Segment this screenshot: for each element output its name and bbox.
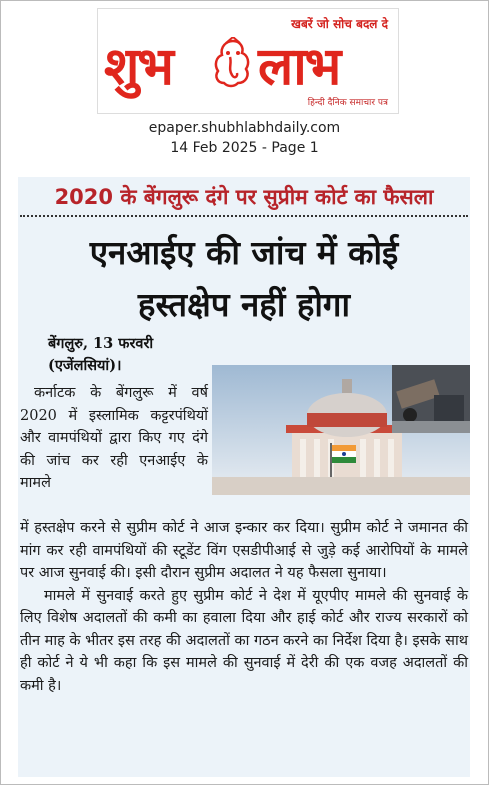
paragraph-1-continued: में हस्तक्षेप करने से सुप्रीम कोर्ट ने आज इन्कार कर दिया। सुप्रीम कोर्ट ने जमानत की मांग कर रही वामपंथियों की स्टूडेंट विंग एसडीपीआई से जुड़े कई आरोपियों के मामले पर आज सुनवाई की। इसी दौरान सुप्रीम अदालत ने यह फैसला सुनाया। [20,520,468,581]
article-kicker: 2020 के बेंगलुरू दंगे पर सुप्रीम कोर्ट का फैसला [54,185,434,209]
paragraph-body [20,517,468,697]
epaper-url: epaper.shubhlabhdaily.com [148,120,341,136]
headline-line-2: हस्तक्षेप नहीं होगा [137,285,351,324]
news-article [18,177,470,777]
paragraph-1-narrow: कर्नाटक के बेंगलुरू में वर्ष 2020 में इस्लामिक कट्टरपंथियों और वामपंथियों द्वारा किए गए दंगे की जांच कर रही एनआईए के मामले [20,385,208,491]
logo-word-labh: लाभ [258,36,340,97]
masthead-logo [97,8,399,114]
ganesha-icon [210,37,256,89]
supreme-court-image [212,365,470,495]
masthead-subtag: हिन्दी दैनिक समाचार पत्र [307,98,388,108]
dateline-place-date: बेंगलुरु, 13 फरवरी [48,335,154,352]
paragraph-2: मामले में सुनवाई करते हुए सुप्रीम कोर्ट ने देश में यूएपीए मामले की सुनवाई के लिए विशेष अदालतों की कमी का हवाला दिया और हाई कोर्ट और राज्य सरकारों को तीन माह के भीतर इस तरह की अदालतों का गठन करने का निर्देश दिया है। इसके साथ ही कोर्ट ने ये भी कहा कि इस मामले की सुनवाई में देरी की एक वजह अदालतों की कमी है। [20,587,468,694]
article-photo [212,365,470,495]
edition-date-page: 14 Feb 2025 - Page 1 [170,140,319,156]
logo-word-shubh: शुभ [104,36,172,97]
masthead-tagline: खबरें जो सोच बदल दे [291,17,388,31]
dateline-agency: (एजेंलसियां)। [48,357,122,374]
dotted-divider [20,215,468,217]
headline-line-1: एनआईए की जांच में कोई [89,233,399,272]
dateline [48,333,228,377]
